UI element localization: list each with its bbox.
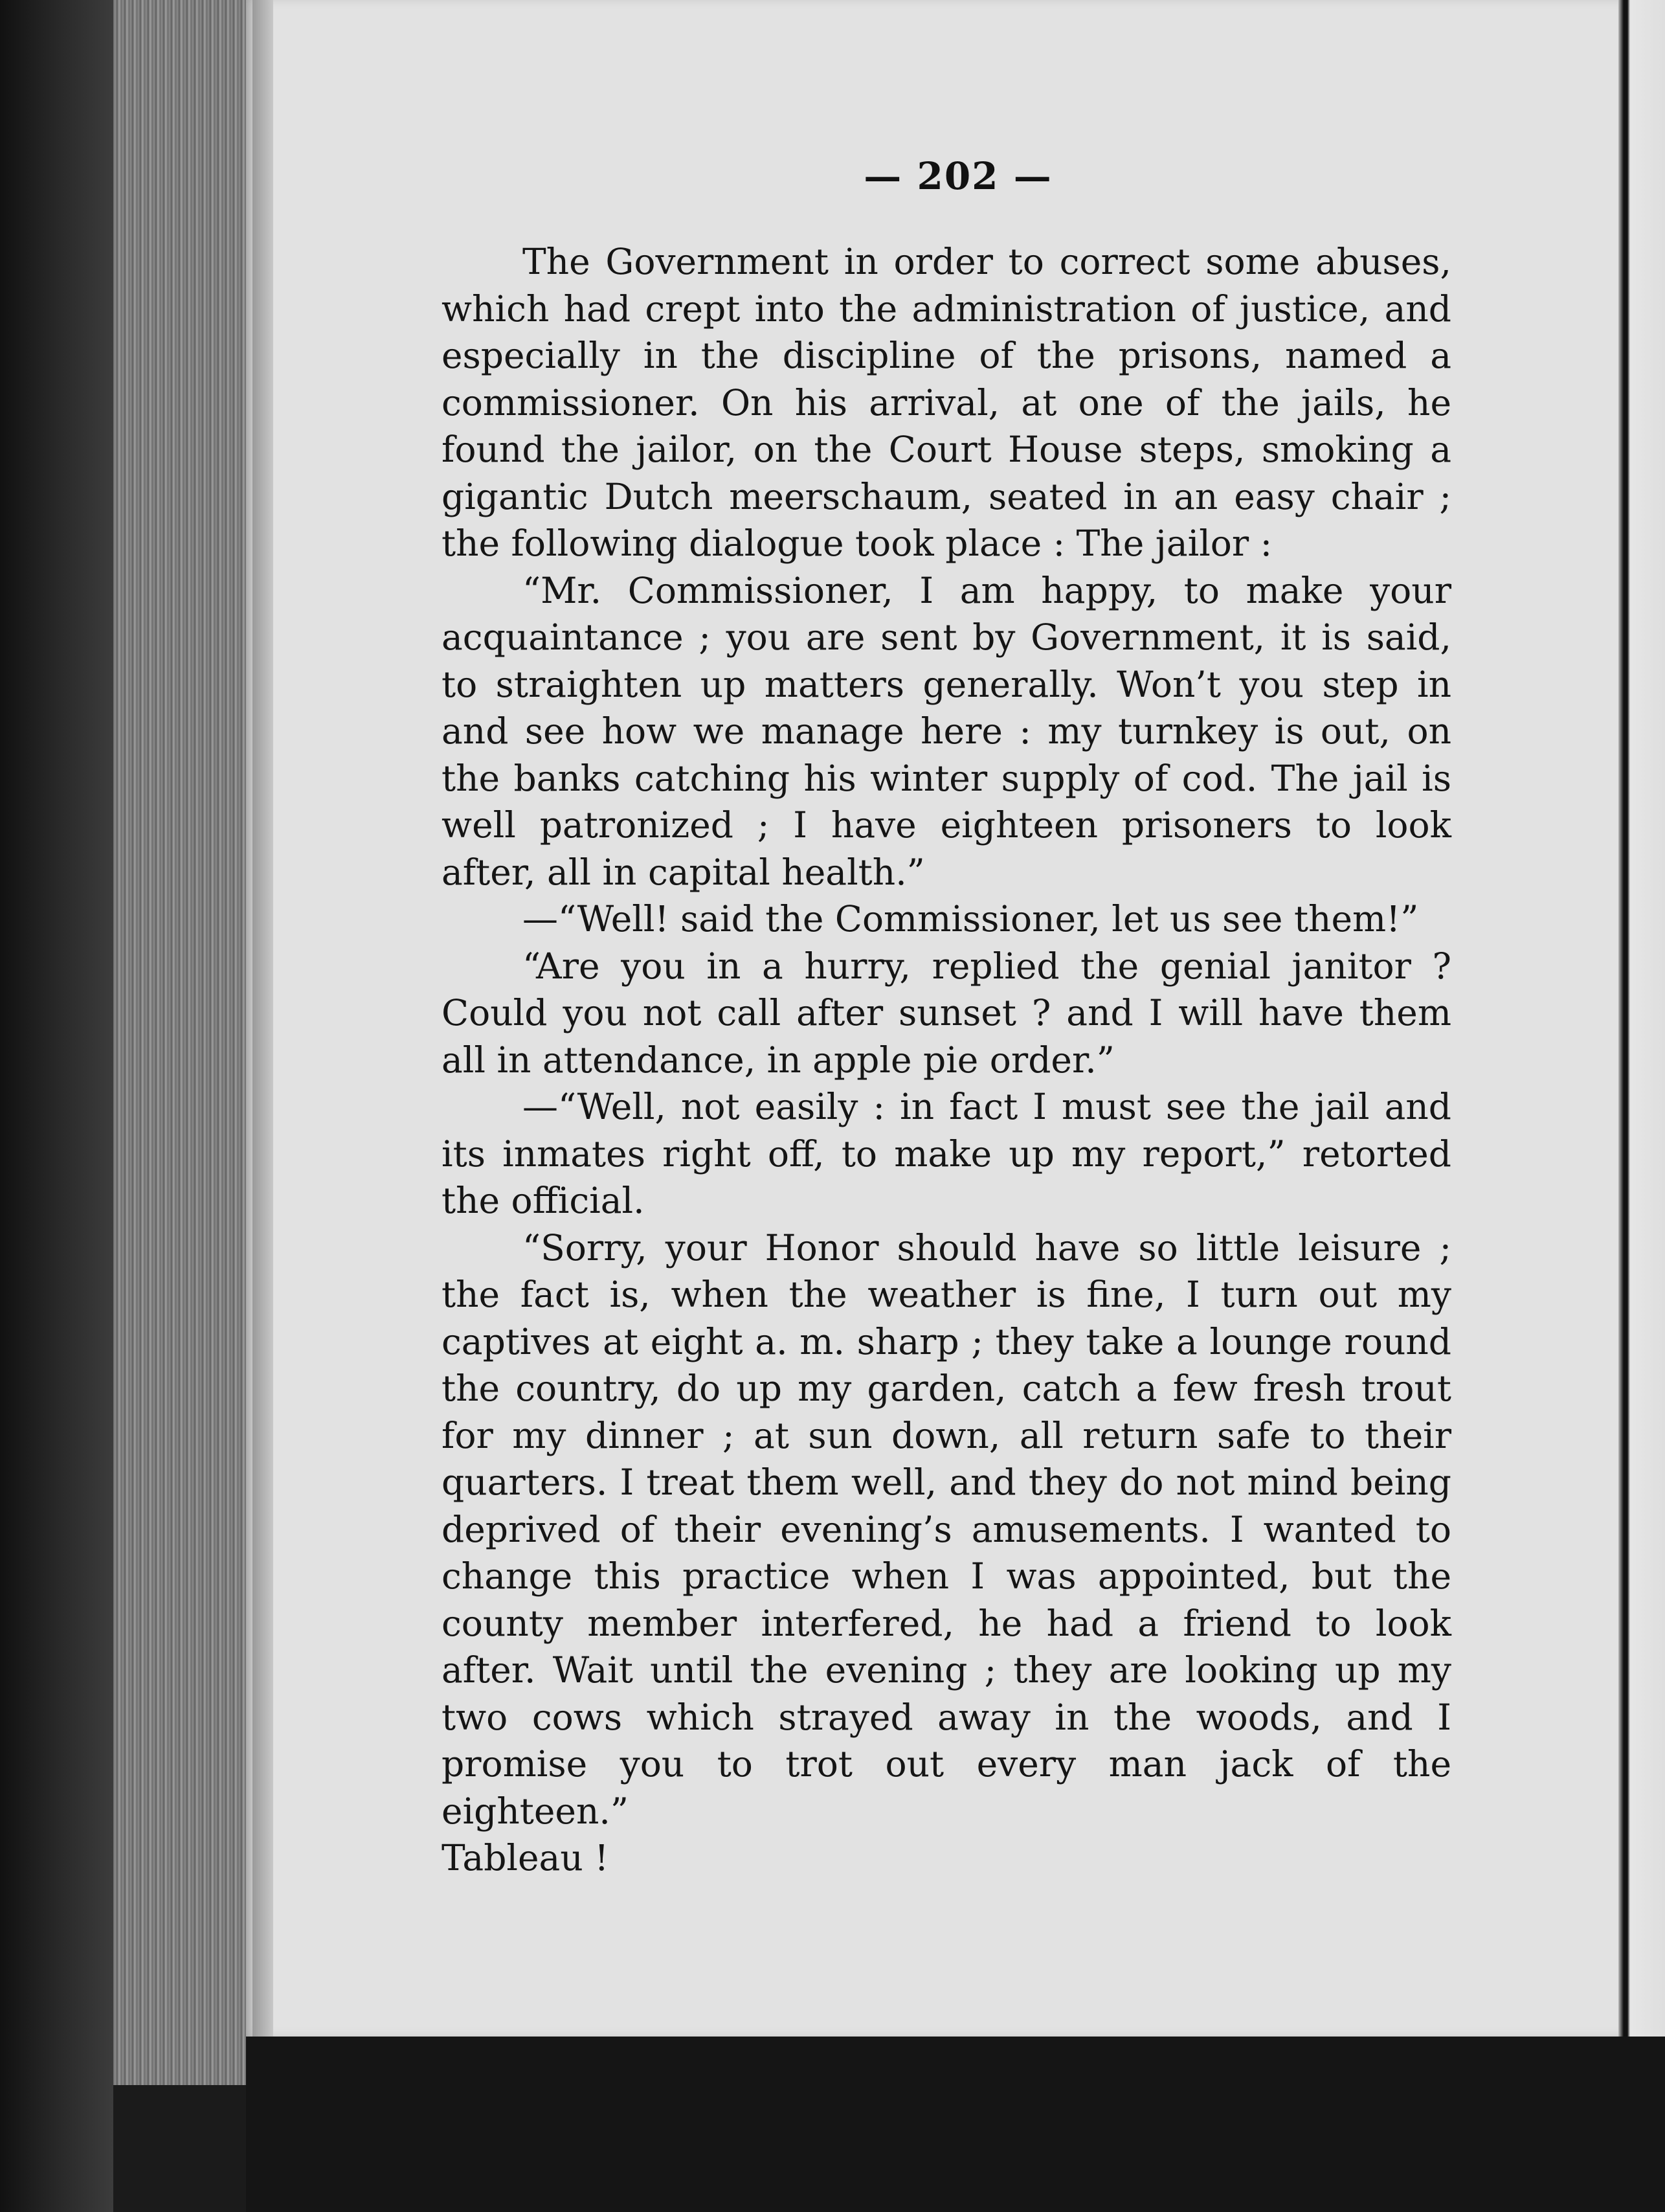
closing-line: Tableau ! bbox=[441, 1837, 609, 1879]
spine-shadow bbox=[252, 0, 273, 2085]
paragraph: —“Well, not easily : in fact I must see the jail and its inmates right off, to make up my report,” retorted the official. bbox=[441, 1086, 1451, 1221]
body-text bbox=[441, 238, 1451, 1882]
binding-gutter bbox=[0, 0, 113, 2212]
paragraph: “Sorry, your Honor should have so little leisure ; the fact is, when the weather is fine, I turn out my captives at eight a. m. sharp ; they take a lounge round the country, do up my garden, catch a few fresh trout for my dinner ; at sun down, all return safe to their quarters. I treat them well, and they do not mind being deprived of their evening’s amusements. I wanted to change this practice when I was appointed, but the county member interfered, he had a friend to look after. Wait until the evening ; they are looking up my two cows which strayed away in the woods, and I promise you to trot out every man jack of the eighteen.” bbox=[441, 1226, 1451, 1832]
paragraph: “Mr. Commissioner, I am happy, to make your acquaintance ; you are sent by Government, it is said, to straighten up matters generally. Won’t you step in and see how we manage here : my turnkey is out, on the banks catching his winter supply of cod. The jail is well patronized ; I have eighteen prisoners to look after, all in capital health.” bbox=[441, 569, 1451, 893]
page-edges bbox=[113, 0, 252, 2085]
paragraph: “Are you in a hurry, replied the genial janitor ? Could you not call after sunset ? and I will have them all in attendance, in apple pie order.” bbox=[441, 945, 1451, 1081]
paragraph: —“Well! said the Commissioner, let us see them!” bbox=[522, 898, 1419, 940]
paragraph: The Government in order to correct some abuses, which had crept into the administration of justice, and especially in the discipline of the prisons, named a commissioner. On his arrival, at one of the jails, he found the jailor, on the Court House steps, smoking a gigantic Dutch meerschaum, seated in an easy chair ; the following dialogue took place : The jailor : bbox=[441, 241, 1451, 564]
right-page-edge bbox=[1618, 0, 1665, 2037]
page-number: — 202 — bbox=[864, 154, 1053, 198]
bottom-shadow bbox=[246, 2037, 1665, 2212]
